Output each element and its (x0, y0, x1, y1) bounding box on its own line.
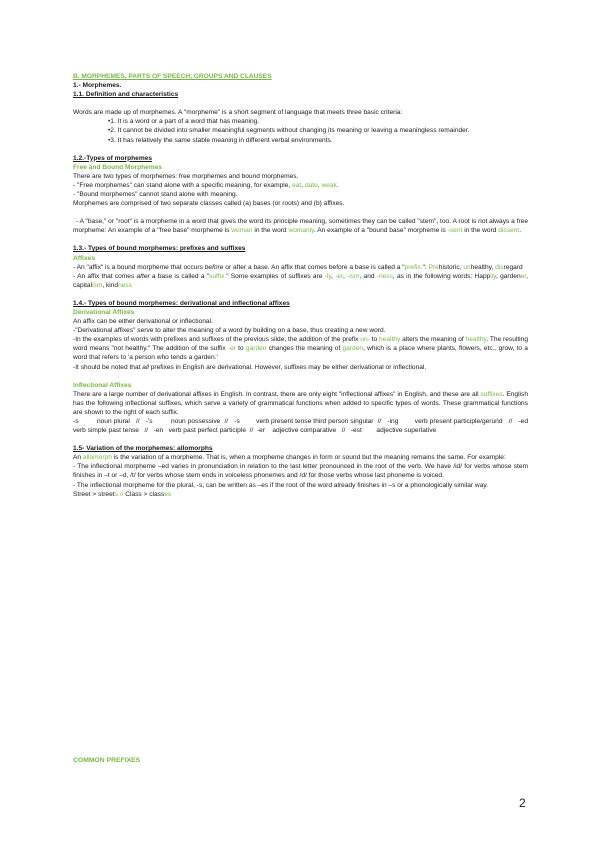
allomorph-example: Street > streets // Class > classes (73, 490, 172, 498)
affixes-heading: Affixes (73, 254, 95, 262)
derivational-para-4: -It should be noted that all prefixes in English are derivational. However, suffixes may be either derivational or inflectional. (73, 363, 427, 371)
derivational-inflectional-heading: 1.4.- Types of bound morphemes: derivational and inflectional affixes (73, 299, 290, 307)
allomorphs-heading: 1.5- Variation of the morphemes: allomorphs (73, 445, 213, 453)
inflectional-list: -s noun plural // -'s noun possessive // -s verb present tense third person singular // -ing verb present participle/gerund // -ed verb simple past tense // -en verb past perfect participle // -er adjective comparative // -est adjective superlative (73, 418, 543, 435)
allomorph-para-2: - The inflectional morpheme –ed varies in pronunciation in relation to the last letter pronounced in the root of the verb. We have /id/ for verbs whose stem finishes in –t or –d, /t/ for verbs whose stem ends in voiceless phonemes and /d/ for those verbs whose last phoneme is voiced. (73, 463, 528, 480)
page-number: 2 (519, 796, 526, 810)
criterion-1: •1. It is a word or a part of a word that has meaning. (108, 118, 260, 126)
common-prefixes-heading: COMMON PREFIXES (73, 757, 141, 764)
derivational-para-1: An affix can be either derivational or inflectional. (73, 318, 213, 326)
morphemes-heading: 1.- Morphemes. (73, 82, 122, 90)
types-heading: 1.2.-Types of morphemes (73, 154, 153, 162)
inflectional-affixes-heading: Inflectional Affixes (73, 381, 132, 389)
base-root-para: - A "base," or "root" is a morpheme in a word that gives the word its principle meaning, sometimes they can be called "stem", too. A root is not always a free morpheme: An example of a "free base" morpheme is woman in the word womanly. An example of a "bound base" morpheme is -sent in the word dissent. (73, 218, 529, 235)
derivational-para-2: -"Derivational affixes" serve to alter the meaning of a word by building on a base, thus creating a new word. (73, 327, 386, 335)
derivational-affixes-heading: Derivational Affixes (73, 308, 135, 316)
section-title: B. MORPHEMES, PARTS OF SPEECH, GROUPS AND CLAUSES (73, 73, 272, 80)
document-page (73, 72, 543, 499)
criterion-2: •2. It cannot be divided into smaller meaningful segments without changing its meaning or leaving a meaningless remainder. (108, 127, 470, 135)
inflectional-para: There are a large number of derivational affixes in English. In contrast, there are only eight "inflectional affixes" in English, and these are all suffixes. English has the following inflectional suffixes, which serve a variety of grammatical functions when added to specific types of words. These grammatical functions are shown to the right of each suffix. (73, 390, 528, 416)
allomorph-para-3: - The inflectional morpheme for the plural, -s, can be written as –es if the root of the word already finishes in –s or a phonologically similar way. (73, 481, 488, 489)
allomorph-para-1: An allomorph is the variation of a morpheme. That is, when a morpheme changes in form or sound but the meaning remains the same. For example: (73, 454, 506, 462)
free-morphemes-para: - "Free morphemes" can stand alone with a specific meaning, for example, eat, date, weak. (73, 181, 339, 189)
classes-para: Morphemes are comprised of two separate classes called (a) bases (or roots) and (b) affixes. (73, 200, 345, 208)
bound-morphemes-para: - "Bound morphemes" cannot stand alone with meaning. (73, 191, 238, 199)
free-bound-heading: Free and Bound Morphemes (73, 163, 163, 171)
criterion-3: •3. It has relatively the same stable meaning in different verbal environments. (108, 136, 333, 144)
definition-heading: 1.1. Definition and characteristics (73, 91, 179, 99)
types-para-1: There are two types of morphemes: free morphemes and bound morphemes. (73, 172, 299, 180)
definition-intro: Words are made up of morphemes. A "morpheme" is a short segment of language that meets three basic criteria: (73, 109, 403, 117)
prefix-para: - An "affix" is a bound morpheme that occurs before or after a base. An affix that comes before a base is called a "prefix.": Prehistoric, unhealthy, disregard (73, 263, 523, 271)
suffix-para: - An affix that comes after a base is called a "suffix." Some examples of suffixes are -ly, -er, -ism, and -ness, as in the following words: Happily, gardener, capitalism, kindness (73, 272, 528, 289)
prefix-suffix-heading: 1.3.- Types of bound morphemes: prefixes and suffixes (73, 245, 246, 253)
derivational-para-3: -In the examples of words with prefixes and suffixes of the previous slide, the addition of the prefix un- to healthy alters the meaning of healthy. The resulting word means "not healthy." The addition of the suffix -er to garden changes the meaning of garden, which is a place where plants, flowers, etc., grow, to a word that refers to 'a person who tends a garden.' (73, 336, 528, 362)
